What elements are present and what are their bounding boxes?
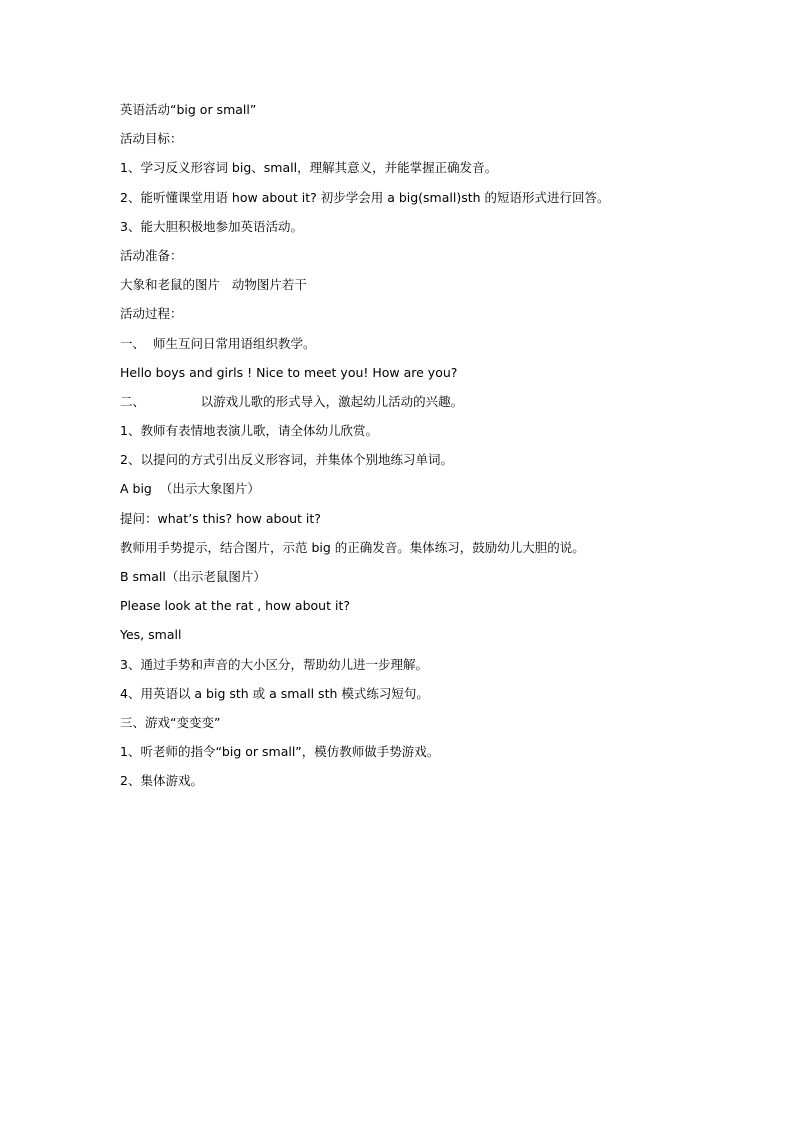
step-2-item-2: 2、以提问的方式引出反义形容词，并集体个别地练习单词。 bbox=[120, 452, 453, 468]
teacher-demo-line: 教师用手势提示，结合图片，示范 big 的正确发音。集体练习，鼓励幼儿大胆的说。 bbox=[120, 539, 585, 555]
goal-item-2: 2、能听懂课堂用语 how about it? 初步学会用 a big(small)sth 的短语形式进行回答。 bbox=[120, 189, 610, 205]
section-heading-goals: 活动目标： bbox=[120, 131, 183, 147]
step-3-item-2: 2、集体游戏。 bbox=[120, 773, 203, 789]
preparation-materials: 大象和老鼠的图片 动物图片若干 bbox=[120, 277, 307, 293]
document-title: 英语活动“big or small” bbox=[120, 102, 257, 117]
step-3-item-1: 1、听老师的指令“big or small”，模仿教师做手势游戏。 bbox=[120, 744, 440, 760]
word-big: A big （出示大象图片） bbox=[120, 481, 260, 497]
greeting-sentence: Hello boys and girls ! Nice to meet you! How are you? bbox=[120, 364, 458, 380]
question-line: 提问：what’s this? how about it? bbox=[120, 510, 321, 526]
goal-item-3: 3、能大胆积极地参加英语活动。 bbox=[120, 218, 303, 234]
word-small: B small（出示老鼠图片） bbox=[120, 569, 266, 584]
step-2-item-4: 4、用英语以 a big sth 或 a small sth 模式练习短句。 bbox=[120, 685, 429, 701]
process-step-3: 三、游戏“变变变” bbox=[120, 714, 221, 730]
section-heading-process: 活动过程： bbox=[120, 306, 183, 322]
goal-item-1: 1、学习反义形容词 big、small，理解其意义，并能掌握正确发音。 bbox=[120, 160, 498, 176]
process-step-2: 二、 以游戏儿歌的形式导入，激起幼儿活动的兴趣。 bbox=[120, 393, 464, 409]
document-body bbox=[120, 100, 760, 801]
section-heading-preparation: 活动准备： bbox=[120, 247, 183, 263]
step-2-item-3: 3、通过手势和声音的大小区分，帮助幼儿进一步理解。 bbox=[120, 656, 428, 672]
rat-question: Please look at the rat , how about it? bbox=[120, 598, 350, 614]
step-2-item-1: 1、教师有表情地表演儿歌，请全体幼儿欣赏。 bbox=[120, 423, 378, 439]
answer-small: Yes, small bbox=[120, 627, 182, 643]
process-step-1: 一、 师生互问日常用语组织教学。 bbox=[120, 335, 316, 351]
